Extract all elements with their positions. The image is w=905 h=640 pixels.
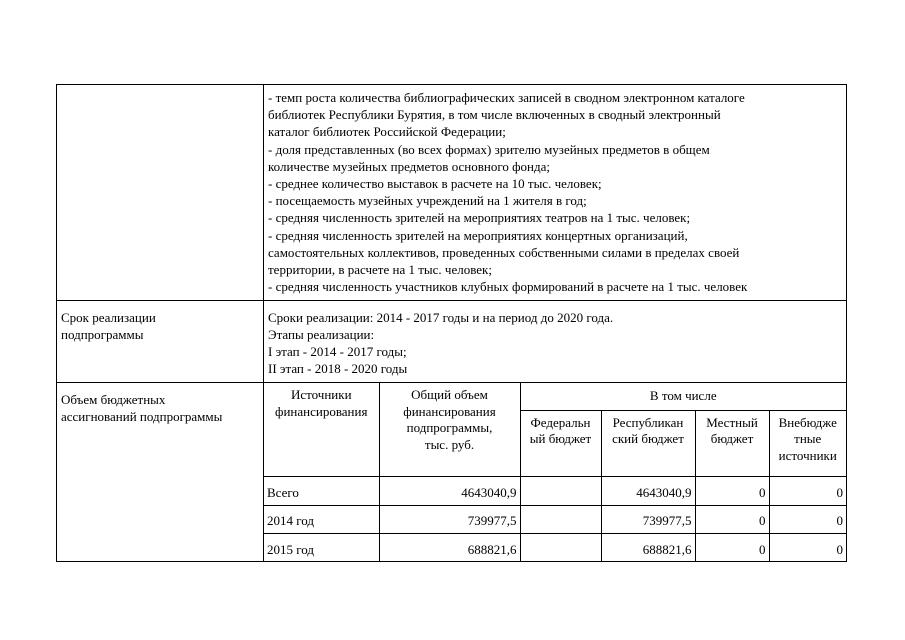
row-label: 2015 год <box>264 533 379 561</box>
row-extra: 0 <box>769 505 846 533</box>
budget-label: Объем бюджетных <box>61 392 166 407</box>
indicator-line: - темп роста количества библиографических записей в сводном электронном каталоге <box>268 90 745 105</box>
indicator-line: территории, в расчете на 1 тыс. человек; <box>268 262 492 278</box>
row-republic: 739977,5 <box>601 505 695 533</box>
indicators-label-cell <box>57 85 264 301</box>
budget-row <box>57 383 847 562</box>
term-line: Этапы реализации: <box>268 327 375 342</box>
row-total: 4643040,9 <box>379 476 520 505</box>
table-row <box>264 476 846 505</box>
row-local: 0 <box>695 505 769 533</box>
row-republic: 688821,6 <box>601 533 695 561</box>
indicator-line: - средняя численность зрителей на мероприятиях театров на 1 тыс. человек; <box>268 210 691 226</box>
financing-header-row <box>264 383 846 410</box>
indicator-line: - посещаемость музейных учреждений на 1 жителя в год; <box>268 193 587 209</box>
table-row <box>264 505 846 533</box>
indicators-cell <box>264 85 847 301</box>
term-label-cell <box>57 301 264 383</box>
financing-table <box>264 383 846 561</box>
term-label: Срок реализации <box>61 310 156 325</box>
header-sources: Источники финансирования <box>264 383 379 476</box>
indicator-line: каталог библиотек Российской Федерации; <box>268 124 506 140</box>
row-total: 688821,6 <box>379 533 520 561</box>
header-including: В том числе <box>520 383 846 410</box>
indicator-line: - средняя численность зрителей на мероприятиях концертных организаций, <box>268 227 688 243</box>
row-label: Всего <box>264 476 379 505</box>
indicator-line: - среднее количество выставок в расчете на 10 тыс. человек; <box>268 176 602 192</box>
term-line: I этап - 2014 - 2017 годы; <box>268 344 407 359</box>
term-row <box>57 301 847 383</box>
indicator-line: библиотек Республики Бурятия, в том числе включенных в сводный электронный <box>268 107 721 123</box>
row-republic: 4643040,9 <box>601 476 695 505</box>
header-federal: Федеральн ый бюджет <box>520 410 601 476</box>
header-total: Общий объем финансирования подпрограммы, тыс. руб. <box>379 383 520 476</box>
row-label: 2014 год <box>264 505 379 533</box>
term-cell <box>264 301 847 383</box>
indicator-line: самостоятельных коллективов, проведенных собственными силами в пределах своей <box>268 244 740 260</box>
indicator-line: - средняя численность участников клубных формирований в расчете на 1 тыс. человек <box>268 279 748 295</box>
indicator-line: количестве музейных предметов основного фонда; <box>268 158 550 174</box>
indicator-line: - доля представленных (во всех формах) зрителю музейных предметов в общем <box>268 141 710 157</box>
header-local: Местный бюджет <box>695 410 769 476</box>
row-extra: 0 <box>769 533 846 561</box>
table-row <box>264 533 846 561</box>
header-republic: Республикан ский бюджет <box>601 410 695 476</box>
row-extra: 0 <box>769 476 846 505</box>
indicators-list <box>264 85 846 295</box>
row-local: 0 <box>695 533 769 561</box>
term-line: II этап - 2018 - 2020 годы <box>268 361 408 376</box>
indicators-row <box>57 85 847 301</box>
row-federal <box>520 476 601 505</box>
term-line: Сроки реализации: 2014 - 2017 годы и на период до 2020 года. <box>268 310 614 325</box>
row-federal <box>520 533 601 561</box>
budget-label: ассигнований подпрограммы <box>61 409 223 424</box>
row-local: 0 <box>695 476 769 505</box>
passport-table <box>56 84 847 562</box>
row-federal <box>520 505 601 533</box>
budget-label-cell <box>57 383 264 562</box>
term-label: подпрограммы <box>61 327 144 342</box>
header-extra: Внебюдже тные источники <box>769 410 846 476</box>
row-total: 739977,5 <box>379 505 520 533</box>
budget-cell <box>264 383 847 562</box>
